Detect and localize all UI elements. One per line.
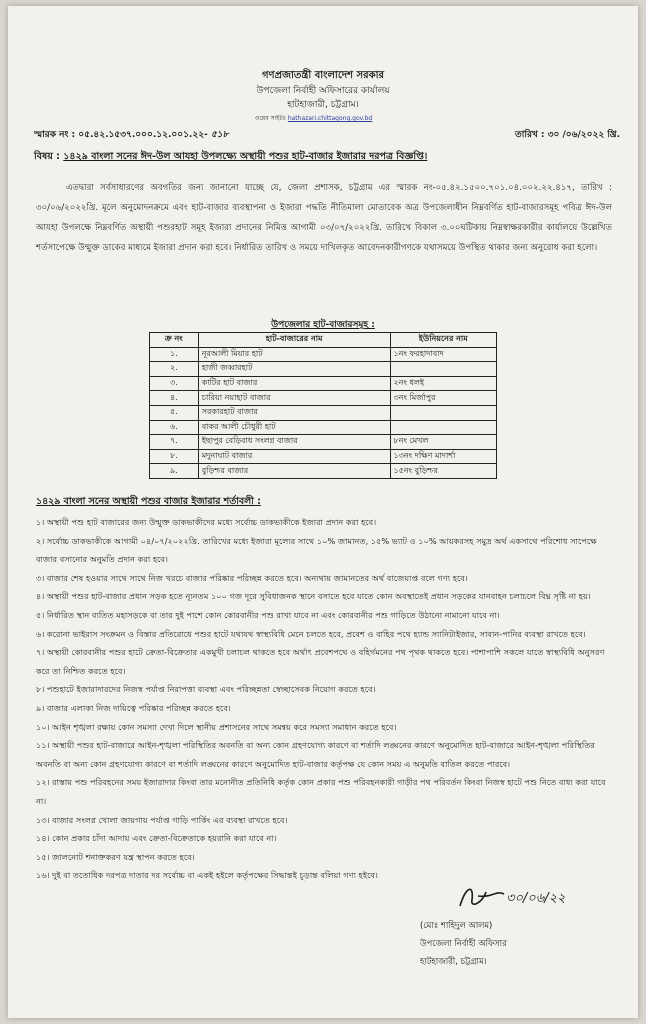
col-market-name: হাট-বাজারের নাম bbox=[198, 333, 390, 348]
col-union-name: ইউনিয়নের নাম bbox=[390, 333, 497, 348]
office-location: হাটহাজারী, চট্টগ্রাম। bbox=[287, 100, 359, 110]
rule-item: ২। সর্বোচ্চ ডাকভাকীকে আগামী ০৪/০৭/২০২২খ্রি. তারিখের মধ্যে ইজারা মূল্যের সাথে ১০% জামানত, ১৫% ভ্যাট ও ১০% আয়করসহ সমুদ্র অর্থ একসাথে পরিশোধ সাপেক্ষে বাজার বসানোর অনুমতি প্রদান করা হবে। bbox=[36, 535, 597, 565]
rule-item: ১৬। দুই বা ততোধিক দরপত্র দাতার দর সর্বোচ্চ বা একই হইলে কর্তৃপক্ষের সিদ্ধান্তই চূড়ান্ত বলিয়া গণ্য হইবে। bbox=[36, 870, 378, 881]
cell-market-name: বুড়িশ্চর বাজার bbox=[198, 464, 390, 479]
rule-item: ১৪। কোন প্রকার চাঁদা আদায় এবং ক্রেতা-বিক্রেতাকে হয়রানি করা যাবে না। bbox=[36, 833, 277, 844]
website-label: ওয়েব সাইটঃ bbox=[255, 115, 286, 122]
cell-union-name: ৩নং মির্জাপুর bbox=[390, 391, 497, 406]
cell-market-name: হাজী জব্বারহাট bbox=[198, 362, 390, 377]
website-line bbox=[255, 113, 372, 124]
rule-item: ৮। পশুহাটে ইজারাদারদের নিজস্ব পর্যাপ্ত নিরাপত্তা ব্যবস্থা এবং পরিচ্ছন্নতা স্বেচ্ছাসেবক নিয়োগ করতে হবে। bbox=[36, 684, 376, 695]
body-paragraph bbox=[36, 178, 612, 258]
cell-serial: ৯. bbox=[150, 464, 199, 479]
cell-serial: ১. bbox=[150, 347, 199, 362]
memo-handwritten-number: ৫১৮ bbox=[210, 130, 229, 140]
rule-item: ৯। বাজার এলাকা নিজ দায়িত্বে পরিষ্কার পরিচ্ছন্ন করতে হবে। bbox=[36, 702, 231, 713]
table-row bbox=[150, 391, 497, 406]
memo-value: ০৫.৪২.১৫৩৭.০০০.১২.০০১.২২- bbox=[78, 130, 208, 140]
markets-table bbox=[149, 332, 497, 479]
cell-serial: ৭. bbox=[150, 435, 199, 450]
table-header-row bbox=[150, 333, 497, 348]
signature-block bbox=[420, 916, 507, 970]
rule-item: ১০। আইন শৃঙ্খলা রক্ষায় কোন সমস্যা দেখা দিলে স্থানীয় প্রশাসনের সাথে সমন্বয় করে সমস্যা সমাধান করতে হবে। bbox=[36, 721, 397, 732]
cell-union-name bbox=[390, 362, 497, 377]
signatory-location: হাটহাজারী, চট্টগ্রাম। bbox=[420, 956, 487, 966]
signatory-name: (মোঃ শাহিদুল আলম) bbox=[420, 920, 493, 930]
memo-number bbox=[34, 127, 228, 142]
col-serial: ক্র নং bbox=[150, 333, 199, 348]
memo-label: স্মারক নং : bbox=[34, 130, 76, 140]
cell-market-name: কাটির হাট বাজার bbox=[198, 376, 390, 391]
rule-item: ১১। অস্থায়ী পশুর হাট-বাজারে আইন-শৃঙ্খলা পরিস্থিতির অবনতি বা অন্য কোন গ্রহণযোগ্য কারণে বা শর্তাদি লঙ্ঘনের কারণে অনুমোদিত হাট-বাজারে আইন-শৃঙ্খলা পরিস্থিতির অবনতি বা অন্য কোন গ্রহণযোগ্য কারণে বা শর্তাদি লঙ্ঘনের কারণে অনুমোদিত হাট-বাজার কর্তৃপক্ষ যে কোন সময় এ অনুমতি বাতিল করতে পারবে। bbox=[36, 740, 595, 769]
table-row bbox=[150, 376, 497, 391]
website-link[interactable]: hathazari.chittagong.gov.bd bbox=[287, 115, 373, 122]
subject-label: বিষয় : bbox=[34, 151, 60, 162]
cell-serial: ২. bbox=[150, 362, 199, 377]
rule-item: ৩। বাজার শেষ হওয়ার সাথে সাথে নিজ খরচে বাজার পরিষ্কার পরিচ্ছন্ন করতে হবে। অন্যথায় জামানতের অর্থ বাজেয়াপ্ত বলে গণ্য হবে। bbox=[36, 572, 468, 583]
table-row bbox=[150, 405, 497, 420]
office-name: উপজেলা নির্বাহী অফিসারের কার্যালয় bbox=[256, 86, 390, 96]
cell-serial: ৬. bbox=[150, 420, 199, 435]
table-row bbox=[150, 362, 497, 377]
rules-title: ১৪২৯ বাংলা সনের অস্থায়ী পশুর বাজার ইজারার শর্তাবলী : bbox=[36, 496, 261, 507]
subject-text: ১৪২৯ বাংলা সনের ঈদ-উল আযহা উপলক্ষ্যে অস্থায়ী পশুর হাট-বাজার ইজারার দরপত্র বিজ্ঞপ্তি। bbox=[63, 151, 428, 162]
cell-union-name: ৮নং মেখল bbox=[390, 435, 497, 450]
cell-market-name: বাকর আলী চৌধুরী হাট bbox=[198, 420, 390, 435]
cell-union-name: ১৩নং দক্ষিণ মাদার্শা bbox=[390, 449, 497, 464]
cell-union-name: ১৫নং বুড়িশ্চর bbox=[390, 464, 497, 479]
cell-market-name: সরকারহাট বাজার bbox=[198, 405, 390, 420]
cell-union-name: ২নং ধলই bbox=[390, 376, 497, 391]
table-row bbox=[150, 464, 497, 479]
cell-serial: ৪. bbox=[150, 391, 199, 406]
signature-mark bbox=[452, 878, 592, 914]
rules-list bbox=[36, 513, 616, 885]
cell-serial: ৮. bbox=[150, 449, 199, 464]
signature-date: ৩০/০৬/২২ bbox=[506, 891, 566, 906]
rule-item: ৬। করোনা ভাইরাস সংক্রমন ও বিস্তার প্রতিরোধে পশুর হাটে যথাযথ স্বাস্থ্যবিধি মেনে চলতে হবে, প্রবেশ ও বাহির পথে হ্যান্ড স্যানিটাইজার, সাবান-পানির ব্যবস্থা রাখতে হবে। bbox=[36, 628, 586, 639]
cell-market-name: ইছাপুর বেড়িবাধ সংলগ্ন বাজার bbox=[198, 435, 390, 450]
memo-date bbox=[515, 127, 620, 142]
rule-item: ১২। রাস্তায় পশু পরিবহনের সময় ইজারাদার কিংবা তার মনোনীত প্রতিনিধি কর্তৃক কোন প্রকার পশু পরিবহনকারী গাড়ীর পথ পরিবর্তন কিংবা নিজস্ব হাটে পশু নিতে বাধ্য করা যাবে না। bbox=[36, 777, 606, 806]
cell-union-name: ১নং ফরহাদাবাদ bbox=[390, 347, 497, 362]
rule-item: ৪। অস্থায়ী পশুর হাট-বাজার প্রধান সড়ক হতে ন্যূনতম ১০০ গজ দূরে সুবিধাজনক স্থানে বসাতে হবে যাতে কোন অবস্থাতেই প্রধান সড়কের যানবাহন চলাচলে বিঘ্ন সৃষ্টি না হয়। bbox=[36, 591, 591, 602]
body-text: এতদ্বারা সর্বসাধারণের অবগতির জন্য জানানো যাচ্ছে যে, জেলা প্রশাসক, চট্টগ্রাম এর স্মারক নং-০৫.৪২.১৫০০.৭০১.০৪.০০২.২২.৪১৭, তারিখ : ৩০/০৬/২০২২খ্রি. মূলে অনুমোদনক্রমে এবং হাট-বাজার ব্যবস্থাপনা ও ইজারা পদ্ধতি নীতিমালা মোতাবেক অত্র উপজেলাধীন নিম্নবর্ণিত হাট-বাজারসমূহ পবিত্র ঈদ-উল আযহা উপলক্ষে নিম্নবর্ণিত অস্থায়ী পশুরহাট সমূহ ইজারা প্রদানের নিমিত্ত আগামী ০৩/০৭/২০২২খ্রি. তারিখে বিকাল ৩.০০ঘটিকায় নিম্নস্বাক্ষরকারীর কার্যালয়ে উল্লেখিত শর্তসাপেক্ষে উন্মুক্ত ডাকের মাধ্যমে ইজারা প্রদান করা হবে। নির্ধারিত তারিখ ও সময়ে দাখিলকৃত আবেদনকারীগণকে যথাসময়ে উপস্থিত থাকার জন্য অনুরোধ করা হলো। bbox=[36, 183, 612, 253]
table-caption: উপজেলার হাট-বাজারসমূহ : bbox=[271, 320, 375, 330]
rule-item: ৫। নির্ধারিত স্থান ব্যতিত মহাসড়কে বা তার দুই পাশে কোন কোরবানীর পশু রাখা যাবে না এবং কোরবানীর পশু গাড়িতে উঠানো নামানো যাবে না। bbox=[36, 609, 500, 620]
date-label: তারিখ : bbox=[515, 130, 545, 140]
cell-market-name: চারিয়া নয়াহাট বাজার bbox=[198, 391, 390, 406]
cell-serial: ৫. bbox=[150, 405, 199, 420]
table-row bbox=[150, 435, 497, 450]
rule-item: ৭। অস্থায়ী কোরবানীর পশুর হাটে ক্রেতা-বিক্রেতার একমুখী চলাচল থাকতে হবে অর্থাৎ প্রবেশপথে ও বহির্গমনের পথ পৃথক থাকতে হবে। পাশাপাশি সকলে যাতে স্বাস্থ্যবিধি অনুসরণ করে তা নিশ্চিত করতে হবে। bbox=[36, 647, 605, 676]
table-row bbox=[150, 347, 497, 362]
cell-serial: ৩. bbox=[150, 376, 199, 391]
cell-union-name bbox=[390, 405, 497, 420]
cell-union-name bbox=[390, 420, 497, 435]
rule-item: ১৩। বাজার সংলগ্ন খোলা জায়গায় পর্যাপ্ত গাড়ি পার্কিং এর ব্যবস্থা রাখতে হবে। bbox=[36, 814, 288, 825]
cell-market-name: নূরআলী মিয়ার হাট bbox=[198, 347, 390, 362]
table-row bbox=[150, 420, 497, 435]
cell-market-name: মদুনাঘাট বাজার bbox=[198, 449, 390, 464]
signatory-designation: উপজেলা নির্বাহী অফিসার bbox=[420, 938, 507, 948]
date-value: ৩০ /০৬/২০২২ খ্রি. bbox=[547, 130, 621, 140]
govt-title: গণপ্রজাতন্ত্রী বাংলাদেশ সরকার bbox=[262, 70, 384, 81]
table-row bbox=[150, 449, 497, 464]
subject-line bbox=[34, 150, 427, 165]
rule-item: ১। অস্থায়ী পশু হাট বাজারের জন্য উন্মুক্ত ডাকভাকীদের মধ্যে সর্বোচ্চ ডাকভাকীকে ইজারা প্রদান করা হবে। bbox=[36, 517, 377, 527]
rule-item: ১৫। জালনোট শনাক্তকরণ যন্ত্র স্থাপন করতে হবে। bbox=[36, 851, 195, 862]
